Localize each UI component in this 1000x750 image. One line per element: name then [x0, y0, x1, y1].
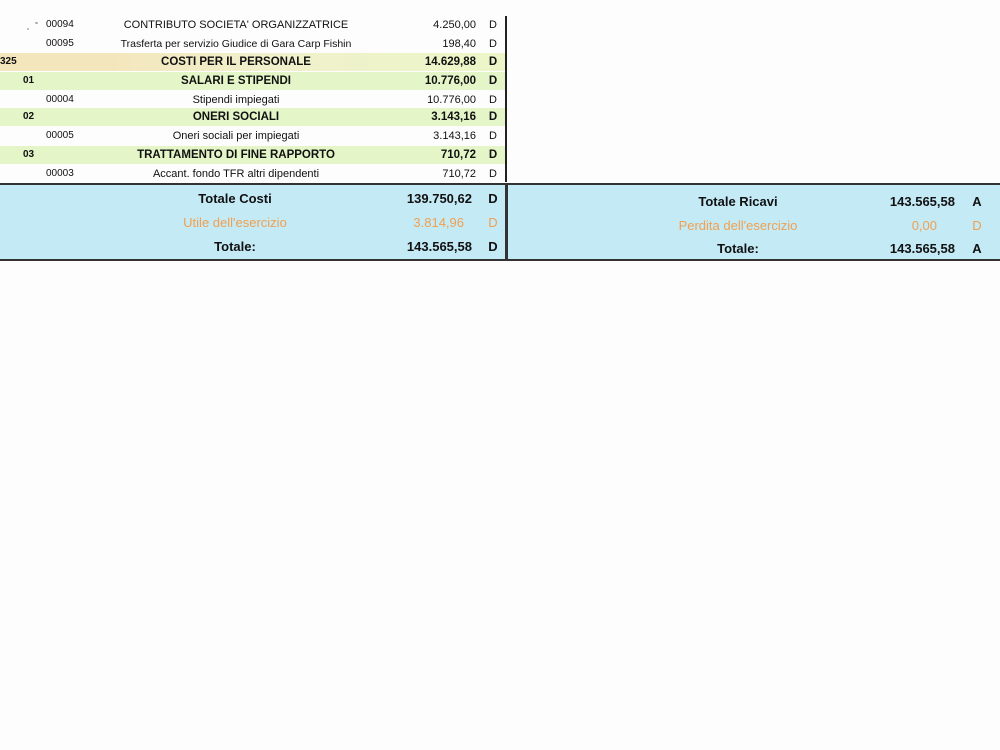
account-description: Stipendi impiegati: [192, 94, 280, 106]
account-code: 325: [0, 56, 17, 67]
account-code: 00095: [46, 38, 74, 49]
account-amount: 4.250,00: [433, 19, 476, 31]
account-group-row: [0, 53, 505, 71]
account-sign: D: [488, 149, 498, 161]
account-row: [0, 127, 505, 145]
account-amount: 710,72: [440, 149, 476, 161]
account-amount: 710,72: [442, 168, 476, 180]
account-sign: D: [488, 56, 498, 68]
total-revenue-line: [508, 191, 998, 213]
grand-total-label: Totale:: [214, 239, 256, 254]
account-description: TRATTAMENTO DI FINE RAPPORTO: [137, 149, 335, 161]
account-amount: 3.143,16: [433, 130, 476, 142]
grand-total-sign: D: [488, 239, 498, 254]
account-code: 00005: [46, 130, 74, 141]
grand-total-amount: 143.565,58: [889, 241, 955, 256]
total-revenue-sign: A: [972, 194, 982, 209]
account-amount: 3.143,16: [431, 111, 476, 123]
account-code: 02: [23, 111, 35, 122]
grand-total-revenue-line: [508, 238, 998, 260]
total-costs-sign: D: [488, 191, 498, 206]
grand-total-sign: A: [972, 241, 982, 256]
grand-total-label: Totale:: [717, 241, 759, 256]
total-revenue-label: Totale Ricavi: [698, 194, 778, 209]
account-row: [0, 16, 505, 34]
account-sign: D: [489, 19, 497, 31]
account-sign: D: [489, 168, 497, 180]
account-description: CONTRIBUTO SOCIETA' ORGANIZZATRICE: [123, 19, 349, 31]
account-code: 01: [23, 75, 35, 86]
account-sign: D: [489, 38, 497, 50]
account-sign: D: [488, 111, 498, 123]
grand-total-costs-line: [0, 236, 505, 258]
account-amount: 198,40: [442, 38, 476, 50]
loss-sign: D: [972, 218, 982, 233]
account-sign: D: [489, 94, 497, 106]
profit-label: Utile dell'esercizio: [183, 215, 287, 230]
total-costs-label: Totale Costi: [198, 191, 272, 206]
account-code: 00094: [46, 19, 74, 30]
account-group-row: [0, 146, 505, 164]
account-sign: D: [489, 130, 497, 142]
account-description: COSTI PER IL PERSONALE: [161, 56, 311, 68]
loss-line: [508, 215, 998, 237]
account-amount: 10.776,00: [424, 75, 476, 87]
grand-total-amount: 143.565,58: [406, 239, 472, 254]
account-code: 03: [23, 149, 35, 160]
account-description: Accant. fondo TFR altri dipendenti: [152, 168, 320, 180]
account-group-row: [0, 108, 505, 126]
profit-sign: D: [488, 215, 498, 230]
account-amount: 14.629,88: [424, 56, 476, 68]
total-revenue-amount: 143.565,58: [889, 194, 955, 209]
loss-amount: 0,00: [911, 218, 937, 233]
total-costs-line: [0, 188, 505, 210]
account-amount: 10.776,00: [427, 94, 476, 106]
account-code: 00003: [46, 168, 74, 179]
total-costs-amount: 139.750,62: [406, 191, 472, 206]
account-row: [0, 165, 505, 183]
account-description: Trasferta per servizio Giudice di Gara Carp Fishin: [120, 38, 352, 50]
account-group-row: [0, 72, 505, 90]
profit-amount: 3.814,96: [413, 215, 464, 230]
costs-table: [0, 16, 507, 182]
account-description: Oneri sociali per impiegati: [172, 130, 300, 142]
account-description: SALARI E STIPENDI: [181, 75, 291, 87]
account-row: [0, 35, 505, 53]
profit-line: [0, 212, 505, 234]
account-row: [0, 91, 505, 109]
account-sign: D: [488, 75, 498, 87]
account-description: ONERI SOCIALI: [192, 111, 280, 123]
loss-label: Perdita dell'esercizio: [678, 218, 798, 233]
totals-band: [0, 183, 1000, 261]
account-code: 00004: [46, 94, 74, 105]
